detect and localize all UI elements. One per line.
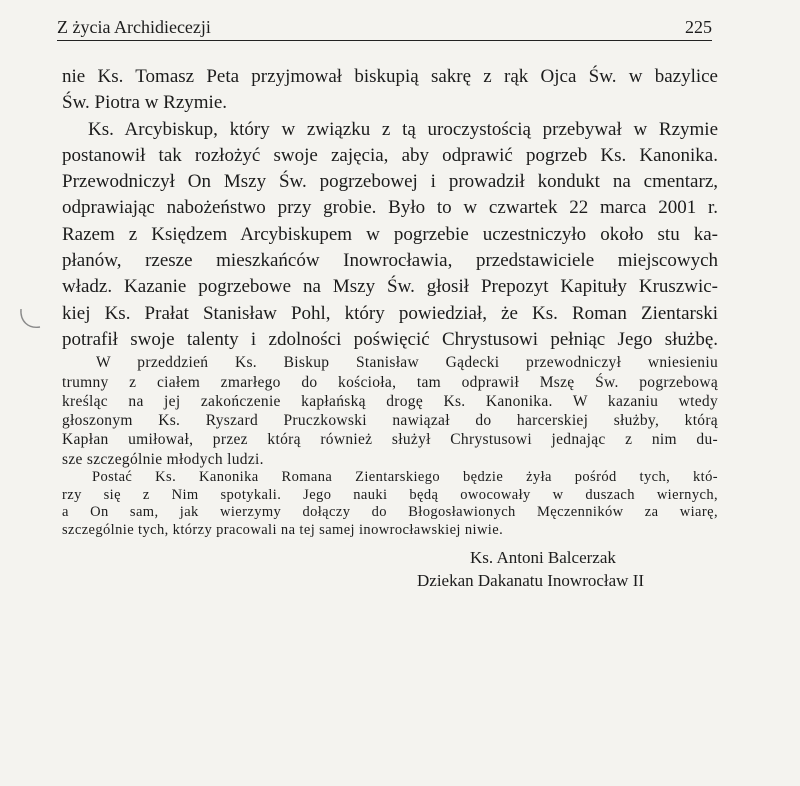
paragraph-4 <box>62 469 718 539</box>
text-line: W przeddzień Ks. Biskup Stanisław Gądecki przewodniczył wniesieniu <box>96 354 718 372</box>
text-line: szczególnie tych, którzy pracowali na tej samej inowrocławskiej niwie. <box>62 521 504 538</box>
text-line: Św. Piotra w Rzymie. <box>62 92 228 114</box>
text-line: Razem z Księdzem Arcybiskupem w pogrzebie uczestniczyło około stu ka- <box>62 223 718 245</box>
text-line: głoszonym Ks. Ryszard Pruczkowski nawiązał do harcerskiej służby, którą <box>62 412 718 430</box>
section-title: Z życia Archidiecezji <box>57 17 211 37</box>
text-line: potrafił swoje talenty i zdolności poświęcić Chrystusowi pełniąc Jego służbę. <box>62 328 718 350</box>
text-line: Postać Ks. Kanonika Romana Zientarskiego będzie żyła pośród tych, któ- <box>92 469 718 486</box>
paragraph-2 <box>62 117 718 354</box>
text-line: płanów, rzesze mieszkańców Inowrocławia, przedstawiciele miejscowych <box>62 250 718 272</box>
paragraph-3 <box>62 353 718 469</box>
text-line: sze szczególnie młodych ludzi. <box>62 450 264 468</box>
text-line: władz. Kazanie pogrzebowe na Mszy Św. głosił Prepozyt Kapituły Kruszwic- <box>62 276 718 298</box>
text-line: odprawiając nabożeństwo przy grobie. Było to w czwartek 22 marca 2001 r. <box>62 197 718 219</box>
text-line: kreśląc na jej zakończenie kapłańską drogę Ks. Kanonika. W kazaniu wtedy <box>62 392 718 410</box>
text-line: postanowił tak rozłożyć swoje zajęcia, aby odprawić pogrzeb Ks. Kanonika. <box>62 144 718 166</box>
page-number: 225 <box>685 17 712 37</box>
text-line: nie Ks. Tomasz Peta przyjmował biskupią sakrę z rąk Ojca Św. w bazylice <box>62 66 718 87</box>
running-header <box>57 14 712 41</box>
text-line: Ks. Arcybiskup, który w związku z tą uroczystością przebywał w Rzymie <box>88 118 718 140</box>
signature-block <box>417 546 645 592</box>
text-line: rzy się z Nim spotykali. Jego nauki będą owocowały w duszach wiernych, <box>62 486 718 503</box>
paragraph-1 <box>62 64 718 117</box>
binding-mark-icon <box>18 305 44 331</box>
text-line: a On sam, jak wierzymy dołączy do Błogosławionych Męczenników za wiarę, <box>62 504 718 521</box>
article-body <box>62 64 718 539</box>
signature-title: Dziekan Dakanatu Inowrocław II <box>417 571 645 590</box>
text-line: Kapłan umiłował, przez którą również służył Chrystusowi jednając z nim du- <box>62 431 718 449</box>
signature-name: Ks. Antoni Balcerzak <box>470 548 616 567</box>
text-line: kiej Ks. Prałat Stanisław Pohl, który powiedział, że Ks. Roman Zientarski <box>62 302 718 324</box>
text-line: Przewodniczył On Mszy Św. pogrzebowej i prowadził kondukt na cmentarz, <box>62 171 718 193</box>
text-line: trumny z ciałem zmarłego do kościoła, tam odprawił Mszę Św. pogrzebową <box>62 373 718 391</box>
